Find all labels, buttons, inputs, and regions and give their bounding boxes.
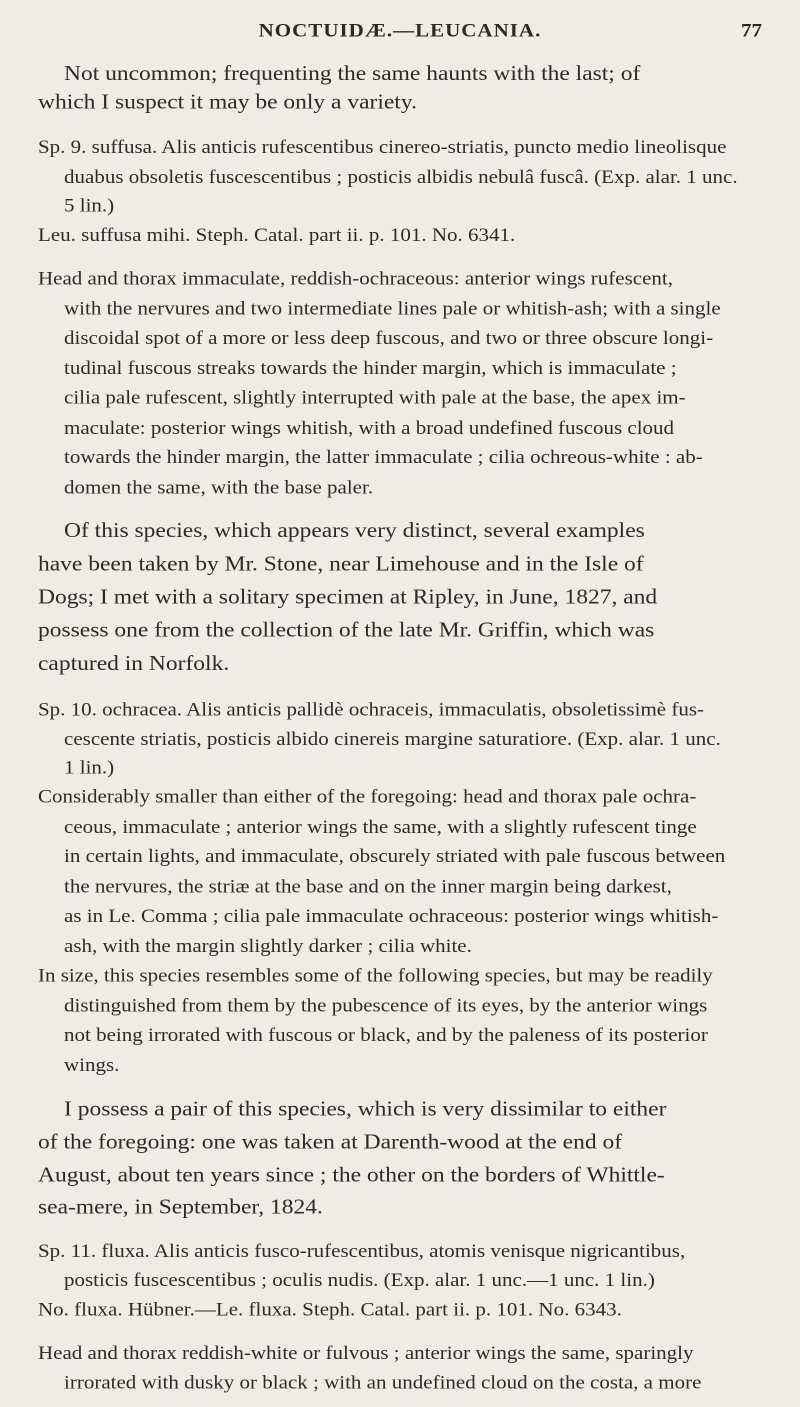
text-line: ash, with the margin slightly darker ; cilia white. [64, 935, 472, 957]
header-title: NOCTUIDÆ.—LEUCANIA. [258, 19, 542, 41]
text-line: the nervures, the striæ at the base and on the inner margin being darkest, [64, 875, 672, 897]
text-line: towards the hinder margin, the latter immaculate ; cilia ochreous-white : ab- [64, 446, 703, 468]
text-line: in certain lights, and immaculate, obscurely striated with pale fuscous between [64, 845, 726, 867]
text-line: domen the same, with the base paler. [64, 476, 374, 498]
text-line: Leu. suffusa mihi. Steph. Catal. part ii. p. 101. No. 6341. [38, 224, 516, 246]
text-line: which I suspect it may be only a variety. [38, 90, 417, 114]
text-line: Sp. 9. suffusa. Alis anticis rufescentibus cinereo-striatis, puncto medio lineolisque [38, 136, 727, 158]
page-number: 77 [741, 19, 762, 41]
text-line: discoidal spot of a more or less deep fuscous, and two or three obscure longi- [64, 327, 714, 349]
text-line: Of this species, which appears very distinct, several examples [64, 519, 645, 543]
text-line: wings. [64, 1054, 120, 1076]
text-line: possess one from the collection of the late Mr. Griffin, which was [38, 618, 655, 642]
text-line: Head and thorax reddish-white or fulvous ; anterior wings the same, sparingly [38, 1342, 694, 1364]
text-line: cilia pale rufescent, slightly interrupted with pale at the base, the apex im- [64, 386, 686, 408]
text-line: 1 lin.) [64, 756, 115, 778]
text-line: Dogs; I met with a solitary specimen at Ripley, in June, 1827, and [38, 585, 658, 609]
text-line: have been taken by Mr. Stone, near Limehouse and in the Isle of [38, 552, 644, 576]
text-line: duabus obsoletis fuscescentibus ; posticis albidis nebulâ fuscâ. (Exp. alar. 1 unc. [64, 166, 738, 188]
text-line: with the nervures and two intermediate lines pale or whitish-ash; with a single [64, 297, 721, 320]
text-line: Sp. 11. fluxa. Alis anticis fusco-rufescentibus, atomis venisque nigricantibus, [38, 1240, 686, 1262]
text-line: ceous, immaculate ; anterior wings the same, with a slightly rufescent tinge [64, 816, 697, 838]
text-line: Head and thorax immaculate, reddish-ochraceous: anterior wings rufescent, [38, 267, 674, 289]
text-line: I possess a pair of this species, which is very dissimilar to either [64, 1097, 667, 1121]
text-line: Considerably smaller than either of the foregoing: head and thorax pale ochra- [38, 785, 697, 808]
text-line: as in Le. Comma ; cilia pale immaculate ochraceous: posterior wings whitish- [64, 904, 719, 927]
running-header [0, 20, 800, 47]
text-line: irrorated with dusky or black ; with an undefined cloud on the costa, a more [64, 1371, 702, 1393]
text-line: Not uncommon; frequenting the same haunts with the last; of [64, 62, 641, 86]
text-line: In size, this species resembles some of the following species, but may be readily [38, 964, 713, 986]
text-line: maculate: posterior wings whitish, with a broad undefined fuscous cloud [64, 416, 675, 439]
text-line: 5 lin.) [64, 194, 115, 216]
text-line: Sp. 10. ochracea. Alis anticis pallidè ochraceis, immaculatis, obsoletissimè fus- [38, 698, 705, 720]
text-line: August, about ten years since ; the other on the borders of Whittle- [38, 1163, 665, 1187]
text-line: tudinal fuscous streaks towards the hinder margin, which is immaculate ; [64, 357, 677, 379]
text-line: of the foregoing: one was taken at Darenth-wood at the end of [38, 1130, 623, 1154]
text-line: not being irrorated with fuscous or black, and by the paleness of its posterior [64, 1024, 708, 1046]
text-line: cescente striatis, posticis albido cinereis margine saturatiore. (Exp. alar. 1 unc. [64, 728, 721, 750]
text-line: posticis fuscescentibus ; oculis nudis. (Exp. alar. 1 unc.—1 unc. 1 lin.) [64, 1269, 655, 1291]
text-line: sea-mere, in September, 1824. [38, 1195, 323, 1219]
text-line: No. fluxa. Hübner.—Le. fluxa. Steph. Catal. part ii. p. 101. No. 6343. [38, 1298, 622, 1320]
text-line: captured in Norfolk. [38, 652, 230, 676]
text-line: distinguished from them by the pubescence of its eyes, by the anterior wings [64, 994, 708, 1016]
